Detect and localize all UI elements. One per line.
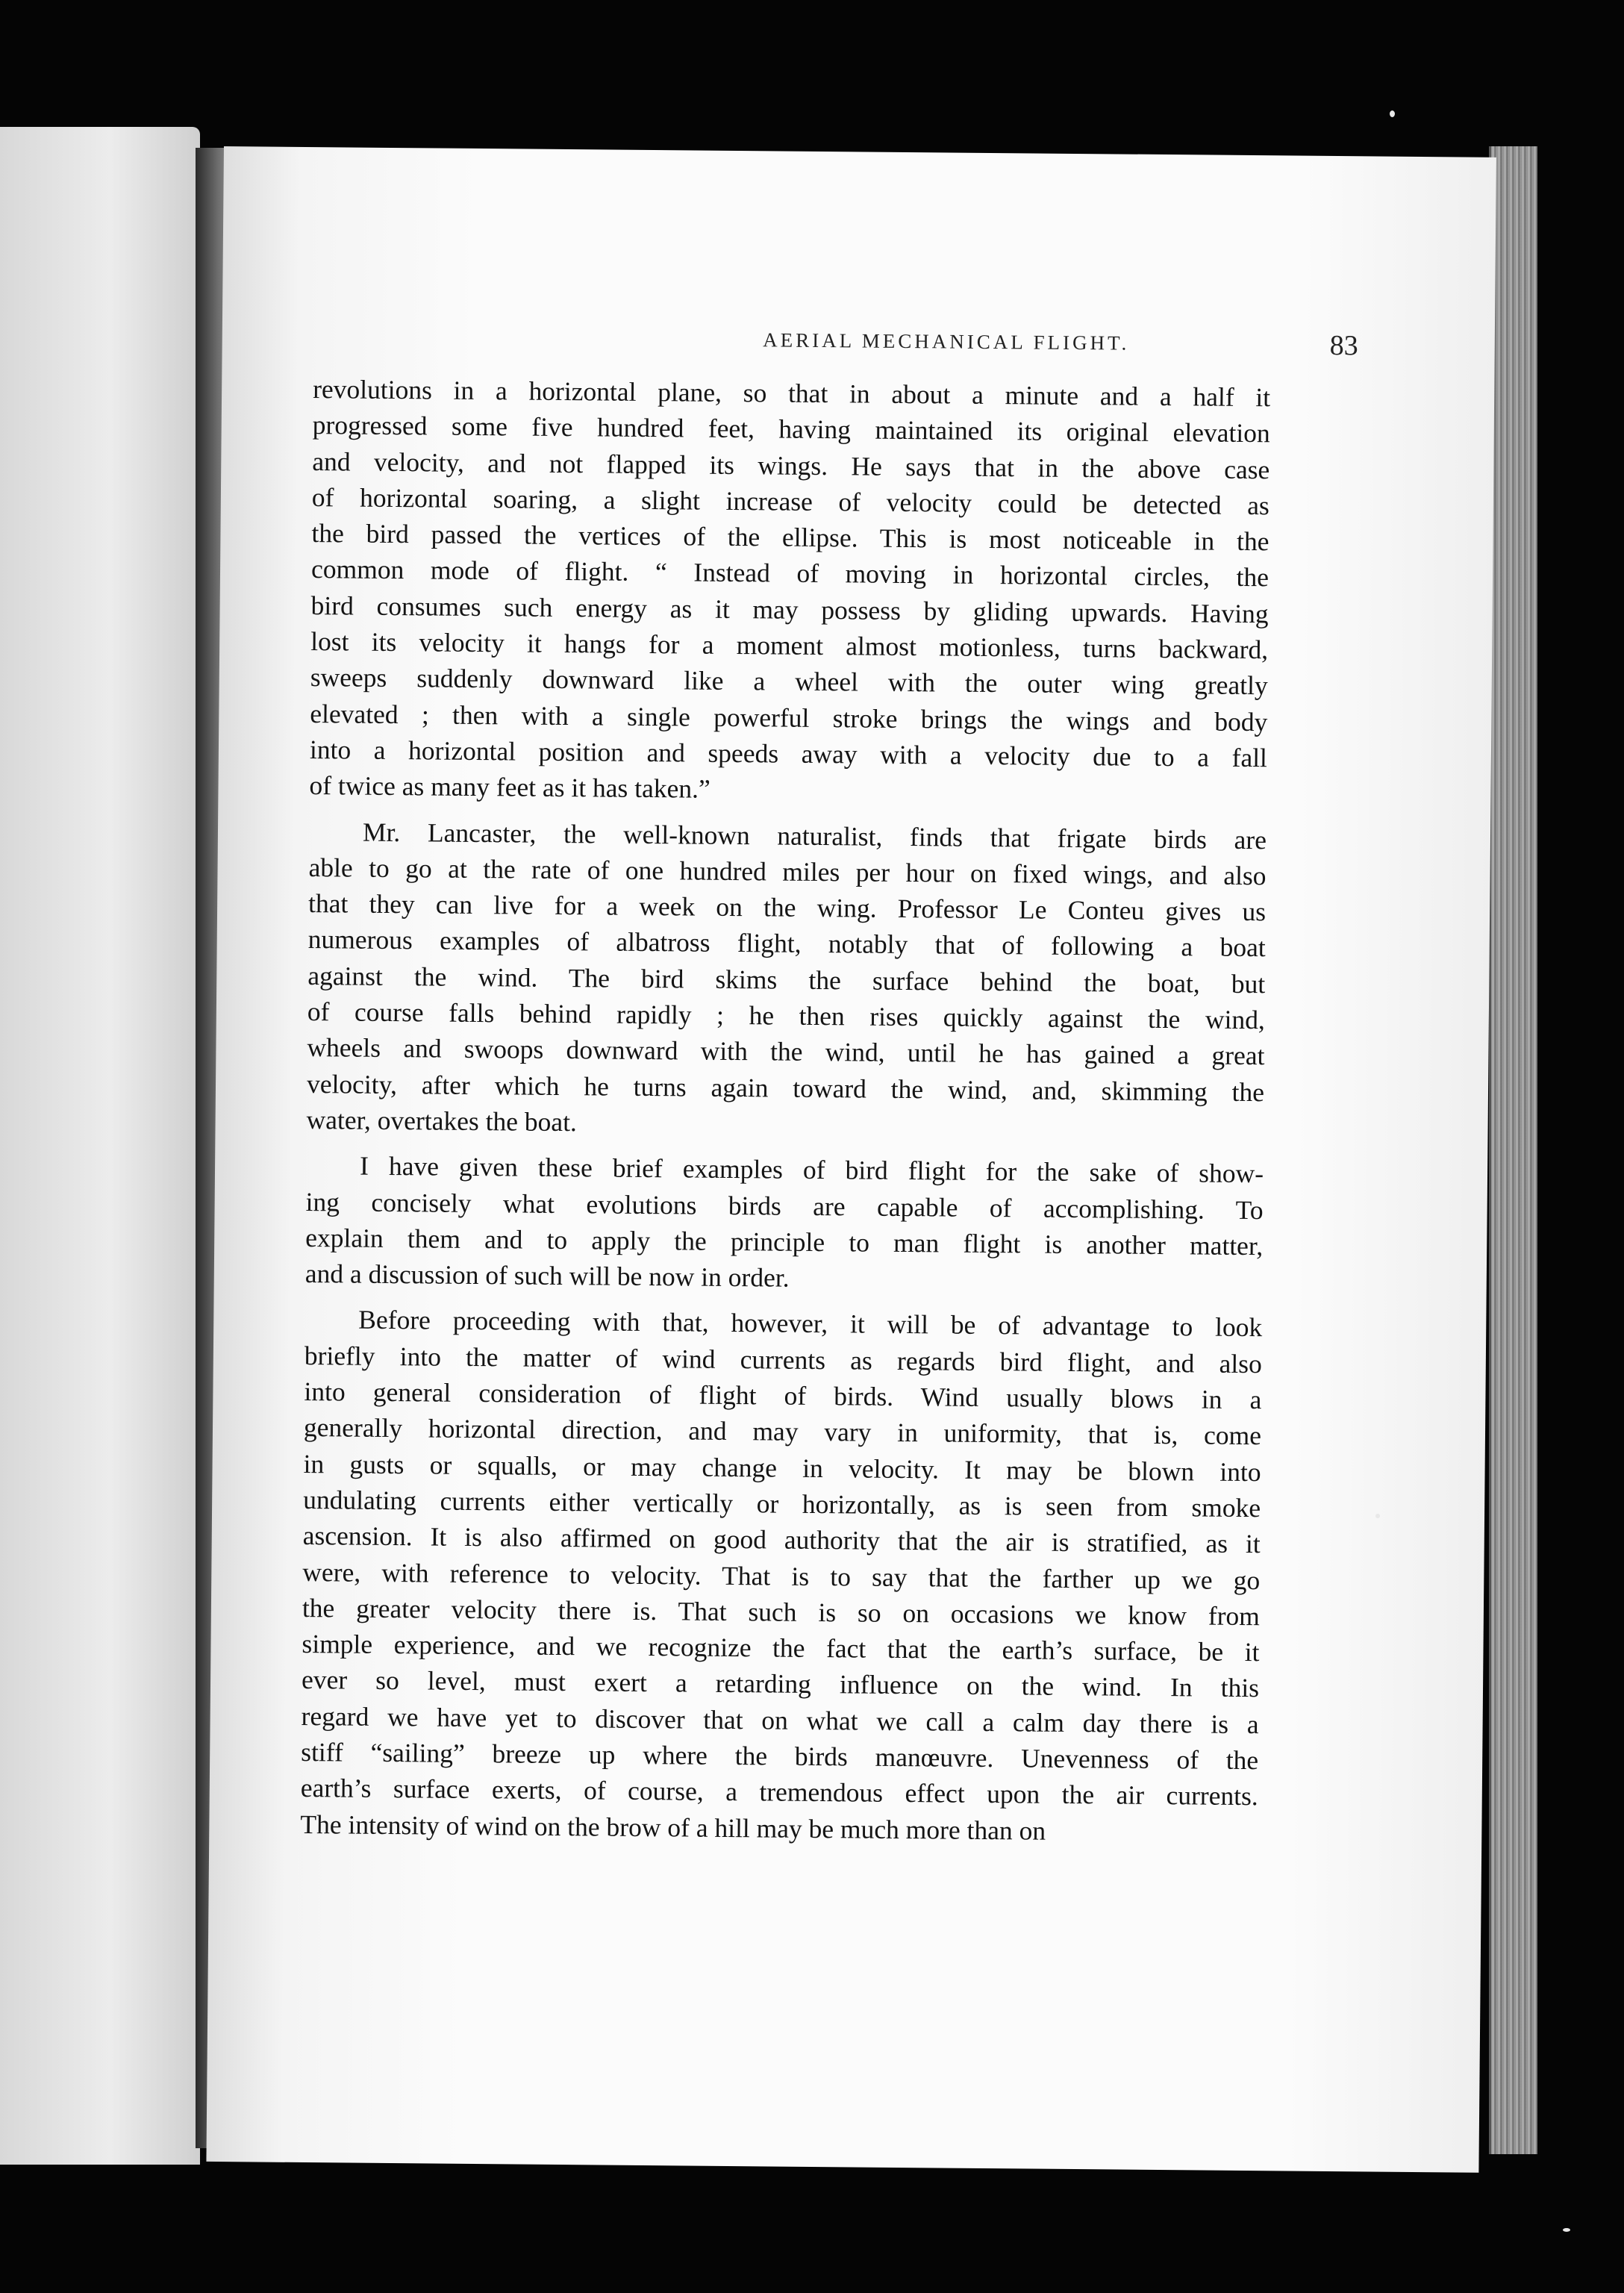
text-line: revolutions in a horizontal plane, so that in about a minute and a half it: [312, 374, 1271, 413]
paragraph: [306, 814, 1267, 1146]
text-line: and velocity, and not flapped its wings. He says that in the above case: [312, 446, 1270, 484]
scan-speck: [1375, 1514, 1380, 1518]
running-head: AERIAL MECHANICAL FLIGHT.: [763, 328, 1130, 355]
text-line: the greater velocity there is. That such is so on occasions we know from: [302, 1592, 1261, 1631]
text-line: able to go at the rate of one hundred miles per hour on fixed wings, and also: [308, 852, 1267, 891]
text-line: generally horizontal direction, and may vary in uniformity, that is, come: [303, 1412, 1262, 1451]
text-line: into general consideration of flight of birds. Wind usually blows in a: [304, 1376, 1262, 1415]
text-line: undulating currents either vertically or horizontally, as is seen from smoke: [303, 1484, 1261, 1523]
text-line: of course falls behind rapidly ; he then rises quickly against the wind,: [307, 996, 1266, 1035]
page-stack-edge: [1489, 146, 1537, 2154]
text-line: briefly into the matter of wind currents as regards bird flight, and also: [304, 1340, 1262, 1379]
text-line: I have given these brief examples of bird flight for the sake of show-: [359, 1150, 1264, 1189]
text-line: wheels and swoops downward with the wind, until he has gained a great: [307, 1032, 1265, 1071]
page-number: 83: [1329, 329, 1358, 362]
text-line: lost its velocity it hangs for a moment almost motionless, turns backward,: [310, 626, 1269, 665]
text-line: in gusts or squalls, or may change in velocity. It may be blown into: [303, 1448, 1261, 1487]
text-line: velocity, after which he turns again toward the wind, and, skimming the: [306, 1068, 1265, 1107]
paragraph: [309, 371, 1270, 812]
text-line: ing concisely what evolutions birds are capable of accomplishing. To: [305, 1186, 1264, 1225]
previous-page-edge: [0, 127, 200, 2165]
text-line: ever so level, must exert a retarding influence on the wind. In this: [301, 1665, 1260, 1703]
text-line: into a horizontal position and speeds away with a velocity due to a fall: [309, 734, 1268, 773]
text-line: stiff “sailing” breeze up where the birds manœuvre. Unevenness of the: [301, 1736, 1259, 1776]
scan-speck: [1563, 2228, 1570, 2232]
text-line: ascension. It is also affirmed on good authority that the air is stratified, as it: [302, 1520, 1261, 1559]
text-line: Before proceeding with that, however, it will be of advantage to look: [358, 1305, 1263, 1343]
text-line: regard we have yet to discover that on what we call a calm day there is a: [301, 1700, 1259, 1739]
text-line: of twice as many feet as it has taken.”: [309, 770, 710, 804]
text-line: of horizontal soaring, a slight increase of velocity could be detected as: [311, 481, 1270, 521]
scan-speck: [1390, 110, 1395, 117]
text-line: explain them and to apply the principle to man flight is another matter,: [305, 1222, 1264, 1261]
text-line: the bird passed the vertices of the ellipse. This is most noticeable in the: [311, 518, 1269, 557]
text-line: sweeps suddenly downward like a wheel with the outer wing greatly: [310, 662, 1268, 701]
text-line: numerous examples of albatross flight, notably that of following a boat: [307, 924, 1266, 963]
text-line: progressed some five hundred feet, having maintained its original elevation: [312, 410, 1270, 449]
text-line: The intensity of wind on the brow of a hill may be much more than on: [300, 1809, 1046, 1846]
text-line: bird consumes such energy as it may possess by gliding upwards. Having: [310, 590, 1269, 629]
body-text: [300, 371, 1270, 1850]
paragraph: [305, 1147, 1264, 1300]
paragraph: [300, 1301, 1262, 1850]
text-line: water, overtakes the boat.: [306, 1104, 578, 1138]
text-line: simple experience, and we recognize the fact that the earth’s surface, be it: [302, 1629, 1260, 1668]
text-line: that they can live for a week on the wing. Professor Le Conteu gives us: [307, 888, 1267, 927]
text-line: common mode of flight. “ Instead of moving in horizontal circles, the: [310, 554, 1269, 593]
text-line: Mr. Lancaster, the well-known naturalist, finds that frigate birds are: [362, 817, 1267, 855]
book-page: [206, 146, 1496, 2173]
text-line: elevated ; then with a single powerful stroke brings the wings and body: [310, 698, 1268, 737]
text-line: earth’s surface exerts, of course, a tremendous effect upon the air currents.: [300, 1773, 1258, 1812]
text-line: against the wind. The bird skims the surface behind the boat, but: [307, 960, 1266, 999]
text-line: and a discussion of such will be now in order.: [304, 1258, 790, 1293]
text-line: were, with reference to velocity. That is to say that the farther up we go: [302, 1556, 1261, 1595]
